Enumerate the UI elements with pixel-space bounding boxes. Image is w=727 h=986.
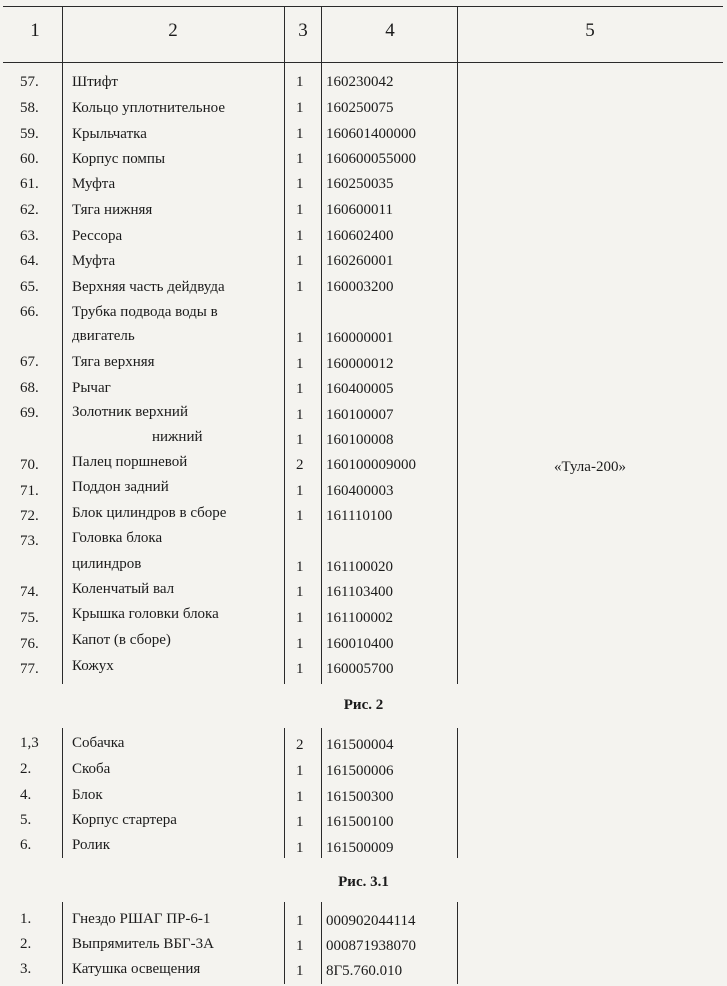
part-name: Тяга верхняя	[72, 354, 155, 370]
part-code: 160000012	[326, 356, 394, 372]
part-qty: 1	[296, 483, 304, 499]
part-name: Кожух	[72, 658, 114, 674]
part-qty: 1	[296, 789, 304, 805]
part-qty: 1	[296, 636, 304, 652]
part-qty: 2	[296, 737, 304, 753]
part-name-continued: цилиндров	[72, 556, 142, 572]
row-number: 5.	[20, 812, 32, 828]
part-qty: 1	[296, 508, 304, 524]
part-qty: 1	[296, 202, 304, 218]
part-name: Головка блока	[72, 530, 163, 546]
part-code: 161103400	[326, 584, 393, 600]
row-number: 72.	[20, 508, 39, 524]
part-code: 8Г5.760.010	[326, 963, 403, 979]
row-number: 64.	[20, 253, 39, 269]
col-sep-4-s2	[457, 728, 458, 858]
part-name: Катушка освещения	[72, 961, 201, 977]
part-name: Выпрямитель ВБГ-3А	[72, 936, 214, 952]
row-number: 4.	[20, 787, 32, 803]
row-number: 62.	[20, 202, 39, 218]
part-code: 160602400	[326, 228, 394, 244]
row-number: 58.	[20, 100, 39, 116]
part-name: Скоба	[72, 761, 111, 777]
col-sep-1	[62, 6, 63, 62]
part-qty: 1	[296, 151, 304, 167]
part-name: Ролик	[72, 837, 111, 853]
section-title-fig-2: Рис. 2	[343, 697, 384, 713]
row-number: 61.	[20, 176, 39, 192]
part-qty: 2	[296, 457, 304, 473]
col-sep-4	[457, 6, 458, 62]
part-qty: 1	[296, 938, 304, 954]
part-name: нижний	[152, 429, 203, 445]
header-col-4: 4	[385, 20, 395, 41]
part-name: Коленчатый вал	[72, 581, 175, 597]
part-note: «Тула-200»	[554, 459, 626, 475]
part-name-continued: двигатель	[72, 328, 135, 344]
part-name: Блок	[72, 787, 103, 803]
row-number: 71.	[20, 483, 39, 499]
part-name: Штифт	[72, 74, 118, 90]
col-sep-2-s3	[284, 902, 285, 984]
col-sep-2-s2	[284, 728, 285, 858]
part-code: 161500006	[326, 763, 394, 779]
row-number: 59.	[20, 126, 39, 142]
part-qty: 1	[296, 253, 304, 269]
row-number: 73.	[20, 533, 39, 549]
part-code: 160250075	[326, 100, 394, 116]
part-code: 161100002	[326, 610, 393, 626]
header-col-3: 3	[298, 20, 308, 41]
row-number: 67.	[20, 354, 39, 370]
section-title-fig-3-1: Рис. 3.1	[338, 874, 389, 890]
part-qty: 1	[296, 126, 304, 142]
part-qty: 1	[296, 330, 304, 346]
row-number: 1,3	[20, 735, 39, 751]
part-name: Золотник верхний	[72, 404, 188, 420]
part-qty: 1	[296, 228, 304, 244]
row-number: 2.	[20, 936, 32, 952]
part-code: 161110100	[326, 508, 393, 524]
row-number: 6.	[20, 837, 32, 853]
part-name: Верхняя часть дейдвуда	[72, 279, 225, 295]
part-name: Корпус стартера	[72, 812, 177, 828]
row-number: 70.	[20, 457, 39, 473]
row-number: 75.	[20, 610, 39, 626]
part-code: 160600011	[326, 202, 393, 218]
row-number: 77.	[20, 661, 39, 677]
header-col-1: 1	[30, 20, 40, 41]
row-number: 76.	[20, 636, 39, 652]
part-code: 160000001	[326, 330, 394, 346]
part-code: 161500004	[326, 737, 394, 753]
header-top-rule	[3, 6, 723, 7]
part-qty: 1	[296, 100, 304, 116]
header-bottom-rule	[3, 62, 723, 63]
header-col-5: 5	[585, 20, 595, 41]
part-code: 160260001	[326, 253, 394, 269]
part-qty: 1	[296, 840, 304, 856]
part-qty: 1	[296, 407, 304, 423]
part-code: 160400005	[326, 381, 394, 397]
col-sep-3-s2	[321, 728, 322, 858]
part-name: Трубка подвода воды в	[72, 304, 218, 320]
part-qty: 1	[296, 176, 304, 192]
part-name: Корпус помпы	[72, 151, 166, 167]
part-name: Гнездо РШАГ ПР-6-1	[72, 911, 211, 927]
part-code: 161100020	[326, 559, 393, 575]
part-qty: 1	[296, 814, 304, 830]
part-code: 160100008	[326, 432, 394, 448]
part-code: 160600055000	[326, 151, 416, 167]
row-number: 63.	[20, 228, 39, 244]
part-code: 160250035	[326, 176, 394, 192]
part-name: Крышка головки блока	[72, 606, 219, 622]
header-col-2: 2	[168, 20, 178, 41]
part-qty: 1	[296, 559, 304, 575]
row-number: 3.	[20, 961, 32, 977]
part-qty: 1	[296, 913, 304, 929]
part-code: 161500009	[326, 840, 394, 856]
part-code: 160010400	[326, 636, 394, 652]
part-name: Крыльчатка	[72, 126, 147, 142]
col-sep-3	[321, 6, 322, 62]
col-sep-2-body	[284, 62, 285, 684]
col-sep-2	[284, 6, 285, 62]
row-number: 2.	[20, 761, 32, 777]
part-qty: 1	[296, 74, 304, 90]
row-number: 74.	[20, 584, 39, 600]
part-code: 160400003	[326, 483, 394, 499]
part-name: Муфта	[72, 253, 116, 269]
row-number: 66.	[20, 304, 39, 320]
row-number: 68.	[20, 380, 39, 396]
part-qty: 1	[296, 763, 304, 779]
part-qty: 1	[296, 963, 304, 979]
part-name: Рычаг	[72, 380, 111, 396]
part-code: 160100007	[326, 407, 394, 423]
part-code: 160601400000	[326, 126, 416, 142]
part-code: 160230042	[326, 74, 394, 90]
part-name: Капот (в сборе)	[72, 632, 171, 648]
part-name: Муфта	[72, 176, 116, 192]
part-name: Рессора	[72, 228, 123, 244]
part-qty: 1	[296, 610, 304, 626]
row-number: 1.	[20, 911, 32, 927]
part-qty: 1	[296, 432, 304, 448]
part-name: Палец поршневой	[72, 454, 188, 470]
part-name: Блок цилиндров в сборе	[72, 505, 227, 521]
part-name: Поддон задний	[72, 479, 169, 495]
row-number: 69.	[20, 405, 39, 421]
part-qty: 1	[296, 279, 304, 295]
row-number: 57.	[20, 74, 39, 90]
part-qty: 1	[296, 584, 304, 600]
col-sep-3-s3	[321, 902, 322, 984]
row-number: 60.	[20, 151, 39, 167]
col-sep-4-body	[457, 62, 458, 684]
part-qty: 1	[296, 661, 304, 677]
col-sep-3-body	[321, 62, 322, 684]
part-name: Кольцо уплотнительное	[72, 100, 225, 116]
part-code: 160003200	[326, 279, 394, 295]
part-qty: 1	[296, 381, 304, 397]
part-code: 161500100	[326, 814, 394, 830]
part-code: 160005700	[326, 661, 394, 677]
col-sep-4-s3	[457, 902, 458, 984]
part-name: Тяга нижняя	[72, 202, 153, 218]
part-code: 000902044114	[326, 913, 416, 929]
part-code: 160100009000	[326, 457, 416, 473]
part-code: 000871938070	[326, 938, 416, 954]
part-qty: 1	[296, 356, 304, 372]
row-number: 65.	[20, 279, 39, 295]
part-name: Собачка	[72, 735, 125, 751]
part-code: 161500300	[326, 789, 394, 805]
